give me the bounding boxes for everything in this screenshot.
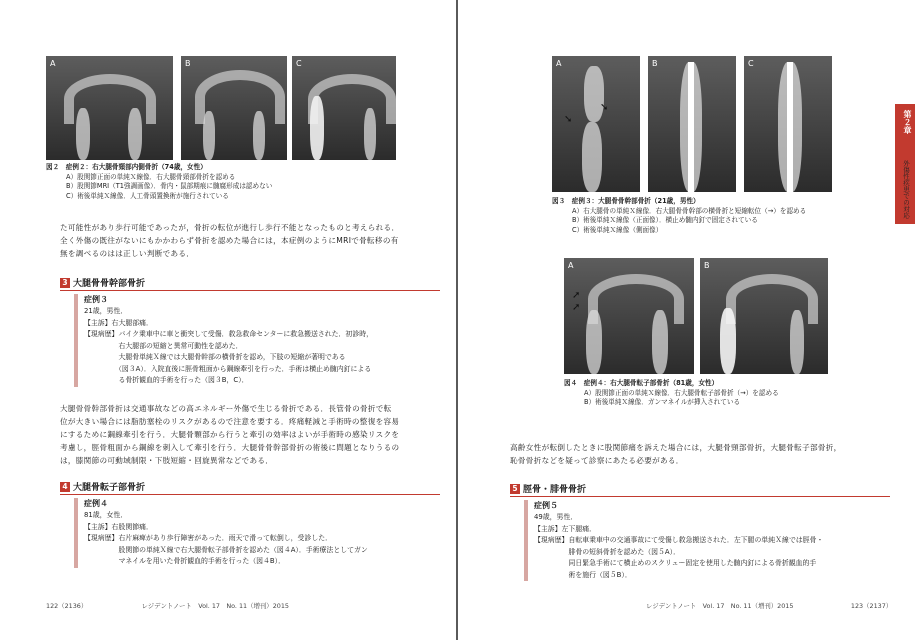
text-line: 恥骨骨折などを疑って診察にあたる必要がある． <box>510 456 684 465</box>
section-heading-3 <box>60 276 145 289</box>
section-title: 大腿骨転子部骨折 <box>73 483 146 493</box>
text-line: 無を調べるのはは正しい判断である． <box>60 249 195 258</box>
caption-line: C）術後単純Ｘ線像．人工骨頭置換術が施行されている <box>66 191 229 200</box>
section-number: 5 <box>510 484 520 494</box>
nail <box>787 62 793 192</box>
case-box-5 <box>524 500 894 581</box>
case-line: 【主訴】左下腿痛． <box>534 524 597 533</box>
caption-title: 図２ 症例２：右大腿骨頸部内側骨折（74歳，女性） <box>46 163 207 171</box>
section-heading-5 <box>510 482 586 495</box>
case-box-4 <box>74 498 444 568</box>
text-line: にするために鋼線牽引を行う．大腿骨顆部から行うと牽引の効率はよいが手術時の感染リスクを <box>60 430 400 439</box>
section-title: 脛骨・腓骨骨折 <box>523 485 587 495</box>
text-line: 全く外傷の既往がないにもかかわらず骨折を認めた場合には，本症例のようにMRIで骨転移の有 <box>60 236 399 245</box>
panel-label: C <box>748 59 754 68</box>
nail <box>688 62 694 192</box>
section-number: 4 <box>60 482 70 492</box>
case-title: 症例３ <box>84 295 108 304</box>
case-line: 右大腿部の短縮と異常可動性を認めた． <box>84 341 243 350</box>
caption-line: B）術後単純Ｘ線像．ガンマネイルが挿入されている <box>584 398 741 406</box>
caption-line: A）右大腿骨の単純Ｘ線像．右大腿骨骨幹部の横骨折と短縮転位（→）を認める <box>572 206 807 215</box>
case-box-3 <box>74 294 444 387</box>
page-footer: レジデントノート Vol. 17 No. 11（増刊）2015 123（2137） <box>646 602 893 610</box>
xray-figure4-b <box>700 258 828 374</box>
case-line: 同日緊急手術にて横止めのスクリュー固定を使用した髄内釘による骨折観血的手 <box>534 559 817 567</box>
panel-label: A <box>556 59 562 68</box>
panel-label: B <box>704 261 710 270</box>
arrow-icon: ➘ <box>600 102 609 113</box>
caption-line: C）術後単純Ｘ線像（側面像） <box>572 225 663 234</box>
panel-label: B <box>185 59 191 68</box>
case-line: 【主訴】右股関節痛． <box>84 522 153 531</box>
arrow-icon: ➚ <box>572 302 581 313</box>
arrow-icon: ➚ <box>572 290 581 301</box>
text-line: は，膝関節の可動域制限・下肢短縮・回旋異常などである． <box>60 456 274 465</box>
figure3-caption <box>552 197 882 235</box>
case-line: 腓骨の短斜骨折を認めた（図５A）． <box>534 547 680 556</box>
case-line: 術を施行（図５B）． <box>534 570 632 579</box>
caption-line: A）股関節正面の単純Ｘ線像．右大腿骨頸部骨折を認める <box>66 172 236 181</box>
paragraph <box>510 441 890 467</box>
case-line: 股関節の単純Ｘ線で右大腿骨転子部骨折を認めた（図４A）．手術療法としてガン <box>84 545 368 554</box>
xray-figure2-c <box>292 56 396 160</box>
text-line: 大腿骨骨幹部骨折は交通事故などの高エネルギー外傷で生じる骨折である．長管骨の骨折で転 <box>60 404 392 413</box>
divider <box>60 290 440 291</box>
panel-label: A <box>50 59 56 68</box>
case-line: 21歳，男性． <box>84 307 128 315</box>
case-line: 【主訴】右大腿部痛． <box>84 318 153 327</box>
xray-figure4-a <box>564 258 694 374</box>
caption-title: 図３ 症例３：大腿骨骨幹部骨折（21歳，男性） <box>552 197 700 205</box>
caption-line: A）股関節正面の単純Ｘ線像．右大腿骨転子部骨折（→）を認める <box>584 388 779 397</box>
text-line: た可能性があり歩行可能であったが，骨折の転位が進行し歩行不能となったものと考えられる． <box>60 223 400 232</box>
case-title: 症例４ <box>84 499 108 508</box>
mri-figure2-b <box>181 56 287 160</box>
figure2-caption <box>46 163 406 201</box>
text-line: 考慮し，脛骨粗面から鋼線を刺入して牽引を行う．大腿骨骨幹部骨折の術後に問題となりうるの <box>60 443 400 452</box>
section-number: 3 <box>60 278 70 288</box>
text-line: 位が大きい場合には脂肪塞栓のリスクがあるので注意を要する．疼痛軽減と手術時の整復を容易 <box>60 417 400 426</box>
caption-line: B）術後単純Ｘ線像（正面像）．横止め髄内釘で固定されている <box>572 216 758 224</box>
divider <box>510 496 890 497</box>
case-line: 【現病歴】右片麻痺があり歩行障害があった．雨天で滑って転倒し，受診した． <box>84 534 332 542</box>
case-title: 症例５ <box>534 501 558 510</box>
page-footer: 122（2136） レジデントノート Vol. 17 No. 11（増刊）2015 <box>46 602 289 610</box>
section-title: 大腿骨骨幹部骨折 <box>73 279 146 289</box>
left-page <box>0 0 456 640</box>
section-heading-4 <box>60 480 145 493</box>
panel-label: B <box>652 59 658 68</box>
panel-label: C <box>296 59 302 68</box>
arrow-icon: ➘ <box>564 114 573 125</box>
chapter-label: 第２章 <box>903 110 912 134</box>
xray-figure3-b <box>648 56 736 192</box>
case-line: （図３A）．入院直後に脛骨粗面から鋼線牽引を行った．手術は横止め髄内釘による <box>84 364 372 373</box>
case-line: 81歳，女性． <box>84 511 128 519</box>
case-line: マネイルを用いた骨折観血的手術を行った（図４B）． <box>84 557 285 565</box>
paragraph <box>60 402 445 467</box>
caption-line: B）股関節MRI（T1強調画像）．骨内・鼠部期痕に髄腐形成は認めない <box>66 182 273 190</box>
paragraph <box>60 221 440 260</box>
panel-label: A <box>568 261 574 270</box>
divider <box>60 494 440 495</box>
xray-figure2-a <box>46 56 173 160</box>
right-page <box>458 0 915 640</box>
text-line: 高齢女性が転倒したときに股関節痛を訴えた場合には，大腿骨頸部骨折，大腿骨転子部骨折， <box>510 443 842 452</box>
case-line: 大腿骨単純Ｘ線では大腿骨幹部の横骨折を認め，下肢の短縮が著明である <box>84 353 346 361</box>
caption-title: 図４ 症例４：右大腿骨転子部骨折（81歳，女性） <box>564 379 719 387</box>
case-line: 49歳，男性． <box>534 513 578 521</box>
chapter-subtitle: 外傷性疾患での対応 <box>902 160 910 219</box>
xray-figure3-a <box>552 56 640 192</box>
xray-figure3-c <box>744 56 832 192</box>
case-line: る骨折観血的手術を行った（図３B，C）． <box>84 376 249 384</box>
case-line: 【現病歴】バイク乗車中に車と衝突して受傷．救急救命センターに救急搬送された．初診時， <box>84 330 373 338</box>
figure4-caption <box>564 379 884 408</box>
case-line: 【現病歴】自転車乗車中の交通事故にて受傷し救急搬送された．左下腿の単純Ｘ線では脛骨・ <box>534 536 824 544</box>
